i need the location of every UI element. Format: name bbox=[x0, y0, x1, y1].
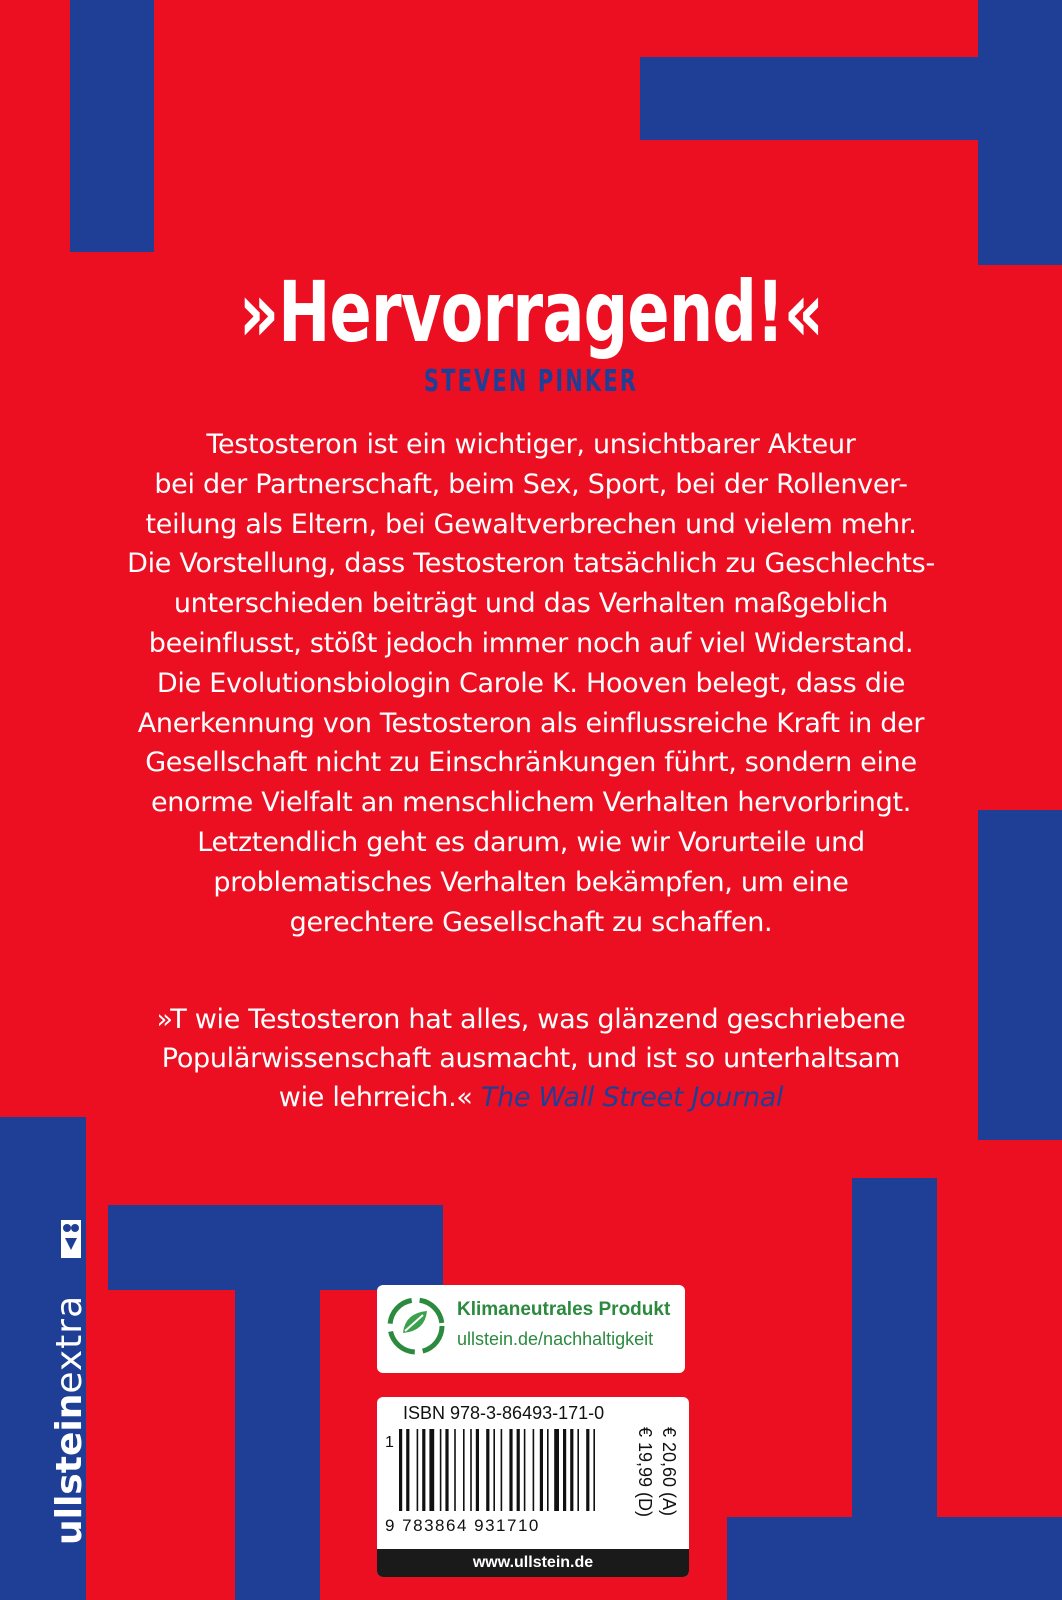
description-line: Testosteron ist ein wichtiger, unsichtbarer Akteur bbox=[206, 429, 856, 460]
deco-block-top-left bbox=[70, 0, 154, 252]
description-line: gerechtere Gesellschaft zu schaffen. bbox=[289, 906, 773, 938]
price-de: € 19,99 (D) bbox=[635, 1427, 655, 1518]
barcode-bar bbox=[547, 1429, 549, 1511]
eco-label-title: Klimaneutrales Produkt bbox=[457, 1299, 671, 1320]
review-line: Populärwissenschaft ausmacht, und ist so unterhaltsam bbox=[161, 1043, 901, 1074]
barcode-bar bbox=[517, 1429, 520, 1511]
description-line: Die Evolutionsbiologin Carole K. Hooven belegt, dass die bbox=[156, 667, 906, 699]
deco-block-top-right-stem bbox=[978, 0, 1062, 265]
description-line: Die Vorstellung, dass Testosteron tatsächlich zu Geschlechts- bbox=[127, 548, 935, 580]
barcode-bar bbox=[593, 1429, 595, 1511]
barcode-lead-digit: 1 bbox=[385, 1434, 394, 1451]
barcode-bars bbox=[385, 1427, 625, 1535]
barcode-bar bbox=[533, 1429, 535, 1511]
review-quote bbox=[80, 1000, 982, 1117]
barcode-bar bbox=[486, 1429, 489, 1511]
barcode-bar bbox=[501, 1429, 503, 1511]
publisher-imprint: extra bbox=[49, 1294, 90, 1394]
barcode-bar bbox=[554, 1429, 559, 1511]
review-line-text: wie lehrreich.« bbox=[278, 1082, 473, 1113]
description-line: unterschieden beiträgt und das Verhalten maßgeblich bbox=[173, 588, 889, 620]
barcode-bar bbox=[406, 1429, 409, 1511]
description-line: Anerkennung von Testosteron als einflussreiche Kraft in der bbox=[137, 707, 925, 739]
climate-neutral-label bbox=[377, 1285, 685, 1373]
barcode-panel bbox=[377, 1397, 689, 1577]
barcode-bar bbox=[463, 1429, 465, 1511]
isbn-text: ISBN 978-3-86493-171-0 bbox=[403, 1403, 605, 1423]
barcode-bar bbox=[509, 1429, 512, 1511]
description-line: enorme Vielfalt an menschlichem Verhalten hervorbringt. bbox=[150, 787, 912, 819]
barcode-bar bbox=[429, 1429, 434, 1511]
description-line: bei der Partnerschaft, beim Sex, Sport, bei der Rollenver- bbox=[154, 468, 908, 500]
barcode-bar bbox=[399, 1429, 402, 1511]
barcode-bar bbox=[417, 1429, 419, 1511]
barcode-bar bbox=[577, 1429, 579, 1511]
deco-block-bottom-left-stem bbox=[235, 1205, 320, 1600]
review-line-last bbox=[80, 1078, 982, 1117]
review-line: »T wie Testosteron hat alles, was glänzend geschriebene bbox=[156, 1004, 906, 1035]
barcode-bar bbox=[445, 1429, 448, 1511]
barcode-bar bbox=[476, 1429, 479, 1511]
description-line: Gesellschaft nicht zu Einschränkungen führt, sondern eine bbox=[145, 747, 917, 779]
barcode-bar bbox=[440, 1429, 442, 1511]
barcode-bar bbox=[470, 1429, 472, 1511]
description-line: teilung als Eltern, bei Gewaltverbrechen und vielem mehr. bbox=[145, 508, 917, 540]
barcode-bar bbox=[493, 1429, 495, 1511]
publisher-logo bbox=[50, 1295, 90, 1545]
barcode-digits: 9 783864 931710 bbox=[385, 1516, 540, 1535]
barcode-bar bbox=[422, 1429, 425, 1511]
quote-attribution: STEVEN PINKER bbox=[423, 364, 639, 399]
barcode-bar bbox=[454, 1429, 456, 1511]
barcode-bar bbox=[524, 1429, 526, 1511]
description-line: problematisches Verhalten bekämpfen, um eine bbox=[213, 866, 849, 898]
price-block bbox=[625, 1427, 685, 1547]
barcode-bar bbox=[563, 1429, 566, 1511]
publisher-brand: ullstein bbox=[49, 1393, 90, 1545]
description bbox=[80, 425, 982, 942]
recycle-leaf-icon bbox=[385, 1295, 447, 1357]
barcode-bar bbox=[570, 1429, 573, 1511]
deco-block-bottom-right-bar bbox=[727, 1517, 1062, 1600]
owl-logo-icon bbox=[58, 1218, 84, 1260]
description-line: beeinflusst, stößt jedoch immer noch auf viel Widerstand. bbox=[148, 627, 914, 659]
barcode-bar bbox=[540, 1429, 543, 1511]
headline-quote: »Hervorragend!« bbox=[238, 263, 824, 361]
description-line: Letztendlich geht es darum, wie wir Vorurteile und bbox=[197, 826, 865, 858]
deco-block-right-middle bbox=[978, 810, 1062, 1140]
barcode-bar bbox=[586, 1429, 589, 1511]
price-at: € 20,60 (A) bbox=[659, 1427, 679, 1517]
publisher-website: www.ullstein.de bbox=[377, 1549, 689, 1577]
review-source: The Wall Street Journal bbox=[480, 1082, 784, 1113]
eco-label-url: ullstein.de/nachhaltigkeit bbox=[457, 1329, 654, 1349]
